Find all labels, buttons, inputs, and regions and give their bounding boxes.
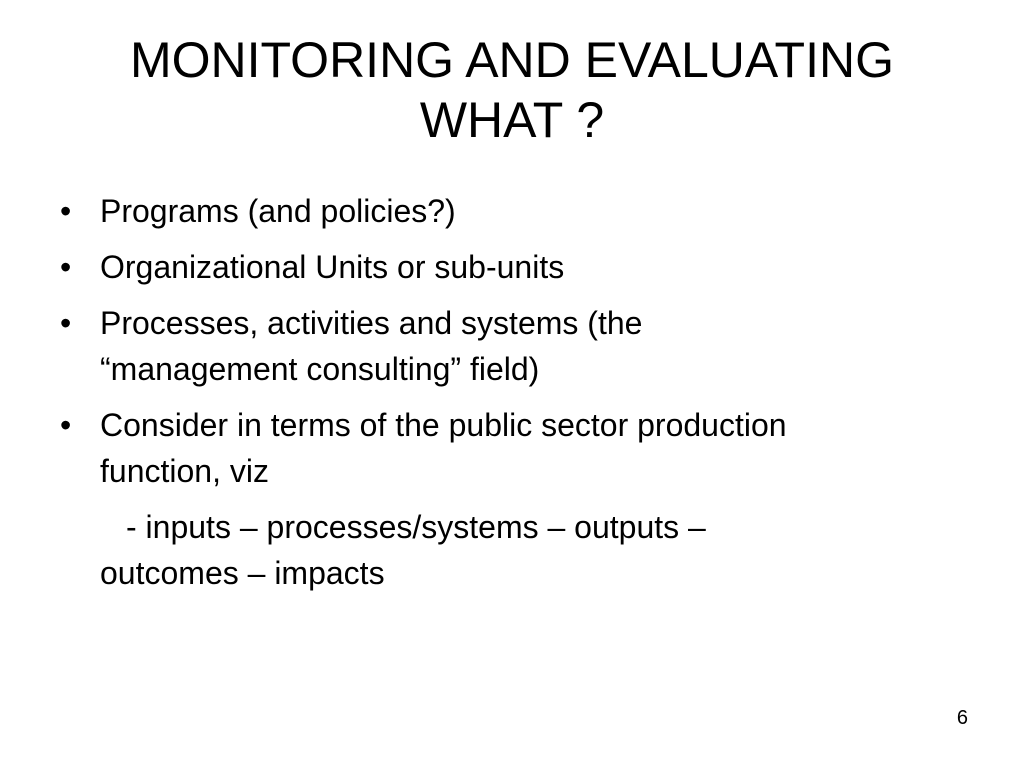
bullet-icon: • [60, 249, 72, 285]
bullet-item-processes [60, 300, 980, 392]
bullet-line: Organizational Units or sub-units [100, 249, 565, 285]
slide-title-line: WHAT ? [419, 92, 605, 148]
bullet-line: Consider in terms of the public sector production [100, 407, 787, 443]
bullet-text [100, 244, 980, 290]
slide-title [40, 30, 984, 150]
production-chain-line: outcomes – impacts [100, 555, 385, 591]
bullet-line: Programs (and policies?) [100, 193, 456, 229]
bullet-text [100, 300, 980, 392]
bullet-item-production-function [60, 402, 980, 494]
bullet-icon: • [60, 193, 72, 229]
bullet-item-organizational-units [60, 244, 980, 290]
production-chain-line: - inputs – processes/systems – outputs – [126, 509, 706, 545]
bullet-line: “management consulting” field) [100, 351, 540, 387]
bullet-text [100, 402, 980, 494]
page-number: 6 [956, 707, 968, 729]
slide-content [60, 188, 980, 596]
bullet-text [100, 188, 980, 234]
bullet-line: Processes, activities and systems (the [100, 305, 643, 341]
production-chain-text [60, 504, 980, 596]
bullet-item-programs [60, 188, 980, 234]
bullet-icon: • [60, 305, 72, 341]
slide-title-line: MONITORING AND EVALUATING [130, 32, 894, 88]
bullet-icon: • [60, 407, 72, 443]
bullet-line: function, viz [100, 453, 269, 489]
